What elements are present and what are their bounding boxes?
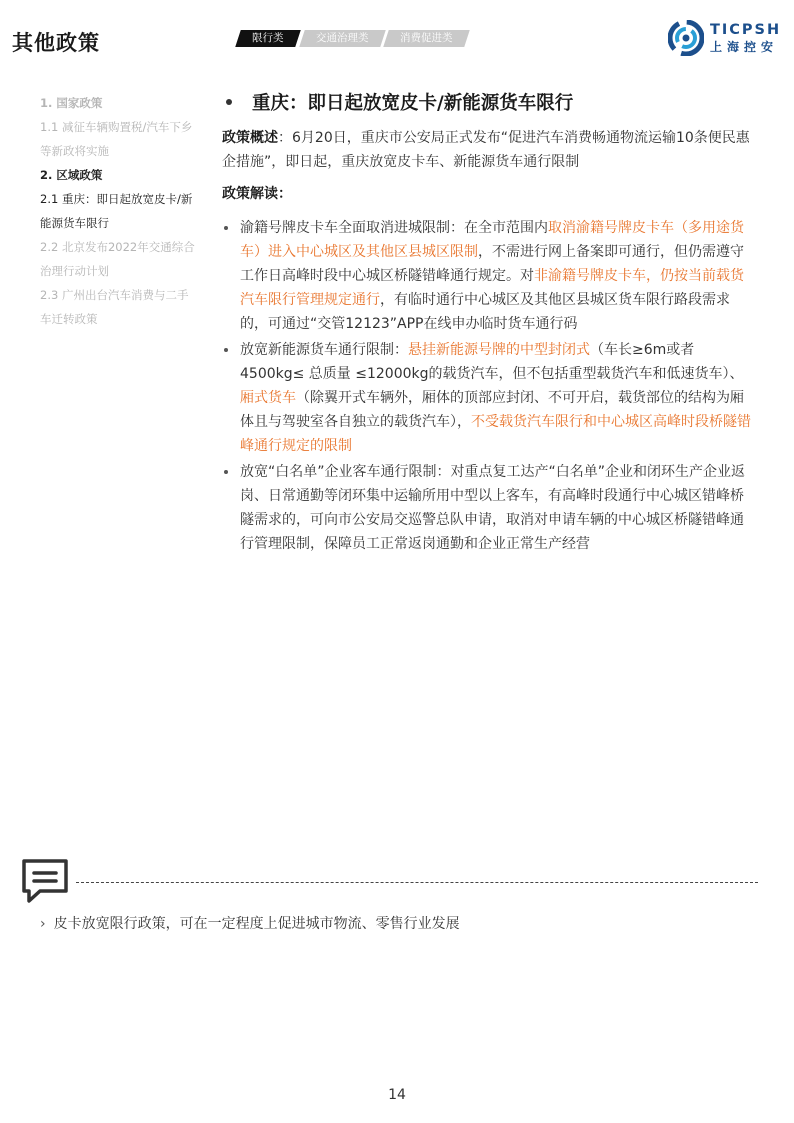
logo-text-en: TICPSH bbox=[710, 22, 782, 39]
highlight-text: 非渝籍号牌皮卡车，仍按当前载货汽车限行管理规定通行 bbox=[240, 268, 744, 308]
dashed-divider bbox=[76, 882, 758, 883]
list-item bbox=[222, 216, 756, 336]
page-number: 14 bbox=[388, 1087, 406, 1103]
list-item bbox=[222, 338, 756, 458]
note-text bbox=[40, 913, 460, 935]
chevron-right-icon: › bbox=[40, 916, 46, 932]
toc-item-2-2[interactable]: 2.2 北京发布2022年交通综合治理行动计划 bbox=[40, 240, 195, 278]
toc-item-1-1[interactable]: 1.1 减征车辆购置税/汽车下乡等新政将实施 bbox=[40, 120, 193, 158]
category-tabs bbox=[238, 30, 467, 47]
tab-traffic-governance[interactable] bbox=[299, 30, 385, 47]
main-content bbox=[222, 88, 756, 558]
text-run: ，有临时通行中心城区及其他区县城区货车限行路段需求的，可通过“交管12123”APP在线申办临时货车通行码 bbox=[240, 292, 730, 332]
tab-label: 交通治理类 bbox=[315, 32, 368, 44]
toc-item-2-3[interactable]: 2.3 广州出台汽车消费与二手车迁转政策 bbox=[40, 288, 189, 326]
list-item bbox=[222, 460, 756, 556]
logo-swirl-icon bbox=[668, 20, 704, 56]
highlight-text: 不受载货汽车限行和中心城区高峰时段桥隧错峰通行规定的限制 bbox=[240, 414, 751, 454]
page-title: 其他政策 bbox=[12, 31, 100, 55]
section-heading bbox=[222, 88, 756, 116]
toc-item-national-policy[interactable]: 1. 国家政策 bbox=[40, 96, 103, 110]
note-text-content: 皮卡放宽限行政策，可在一定程度上促进城市物流、零售行业发展 bbox=[53, 916, 460, 932]
bullet-dot-icon bbox=[224, 226, 228, 230]
comment-note-icon bbox=[20, 858, 70, 904]
bullet-dot-icon bbox=[226, 99, 232, 105]
text-run: 放宽“白名单”企业客车通行限制：对重点复工达产“白名单”企业和闭环生产企业返岗、日常通勤等闭环集中运输所用中型以上客车，有高峰时段通行中心城区错峰桥隧需求的，可向市公安局交巡警总队申请，取消对申请车辆的中心城区桥隧错峰通行管理限制，保障员工正常返岗通勤和企业正常生产经营 bbox=[240, 464, 746, 552]
summary-text: ：6月20日，重庆市公安局正式发布“促进汽车消费畅通物流运输10条便民惠企措施”，即日起，重庆放宽皮卡车、新能源货车通行限制 bbox=[222, 130, 750, 170]
logo-text-cn: 上海控安 bbox=[710, 39, 779, 54]
sidebar-toc bbox=[40, 91, 198, 331]
interpretation-list bbox=[222, 216, 756, 556]
toc-item-regional-policy[interactable]: 2. 区域政策 bbox=[40, 168, 103, 182]
policy-interpretation-title: 政策解读： bbox=[222, 186, 292, 202]
company-logo bbox=[668, 20, 781, 56]
text-run: 渝籍号牌皮卡车全面取消进城限制：在全市范围内 bbox=[240, 220, 548, 236]
text-run: （除翼开式车辆外，厢体的顶部应封闭、不可开启，载货部位的结构为厢体且与驾驶室各自独立的载货汽车）， bbox=[240, 390, 744, 430]
tab-restriction[interactable] bbox=[235, 30, 300, 47]
highlight-text: 取消渝籍号牌皮卡车（多用途货车）进入中心城区及其他区县城区限制 bbox=[240, 220, 744, 260]
text-run: ，不需进行网上备案即可通行，但仍需遵守工作日高峰时段中心城区桥隧错峰通行规定。对 bbox=[240, 244, 744, 284]
bullet-dot-icon bbox=[224, 470, 228, 474]
text-run: 放宽新能源货车通行限制： bbox=[240, 342, 408, 358]
bullet-dot-icon bbox=[224, 348, 228, 352]
tab-label: 消费促进类 bbox=[400, 32, 453, 44]
text-run: （车长≥6m或者4500kg≤ 总质量 ≤12000kg的载货汽车，但不包括重型载货汽车和低速货车）、 bbox=[240, 342, 744, 382]
tab-label: 限行类 bbox=[252, 32, 284, 44]
tab-consumption-promotion[interactable] bbox=[383, 30, 469, 47]
summary-label: 政策概述 bbox=[222, 130, 278, 146]
highlight-text: 悬挂新能源号牌的中型封闭式 bbox=[408, 342, 590, 358]
toc-item-2-1[interactable]: 2.1 重庆：即日起放宽皮卡/新能源货车限行 bbox=[40, 192, 193, 230]
policy-summary bbox=[222, 126, 756, 174]
highlight-text: 厢式货车 bbox=[240, 390, 296, 406]
section-heading-text: 重庆：即日起放宽皮卡/新能源货车限行 bbox=[252, 93, 574, 114]
